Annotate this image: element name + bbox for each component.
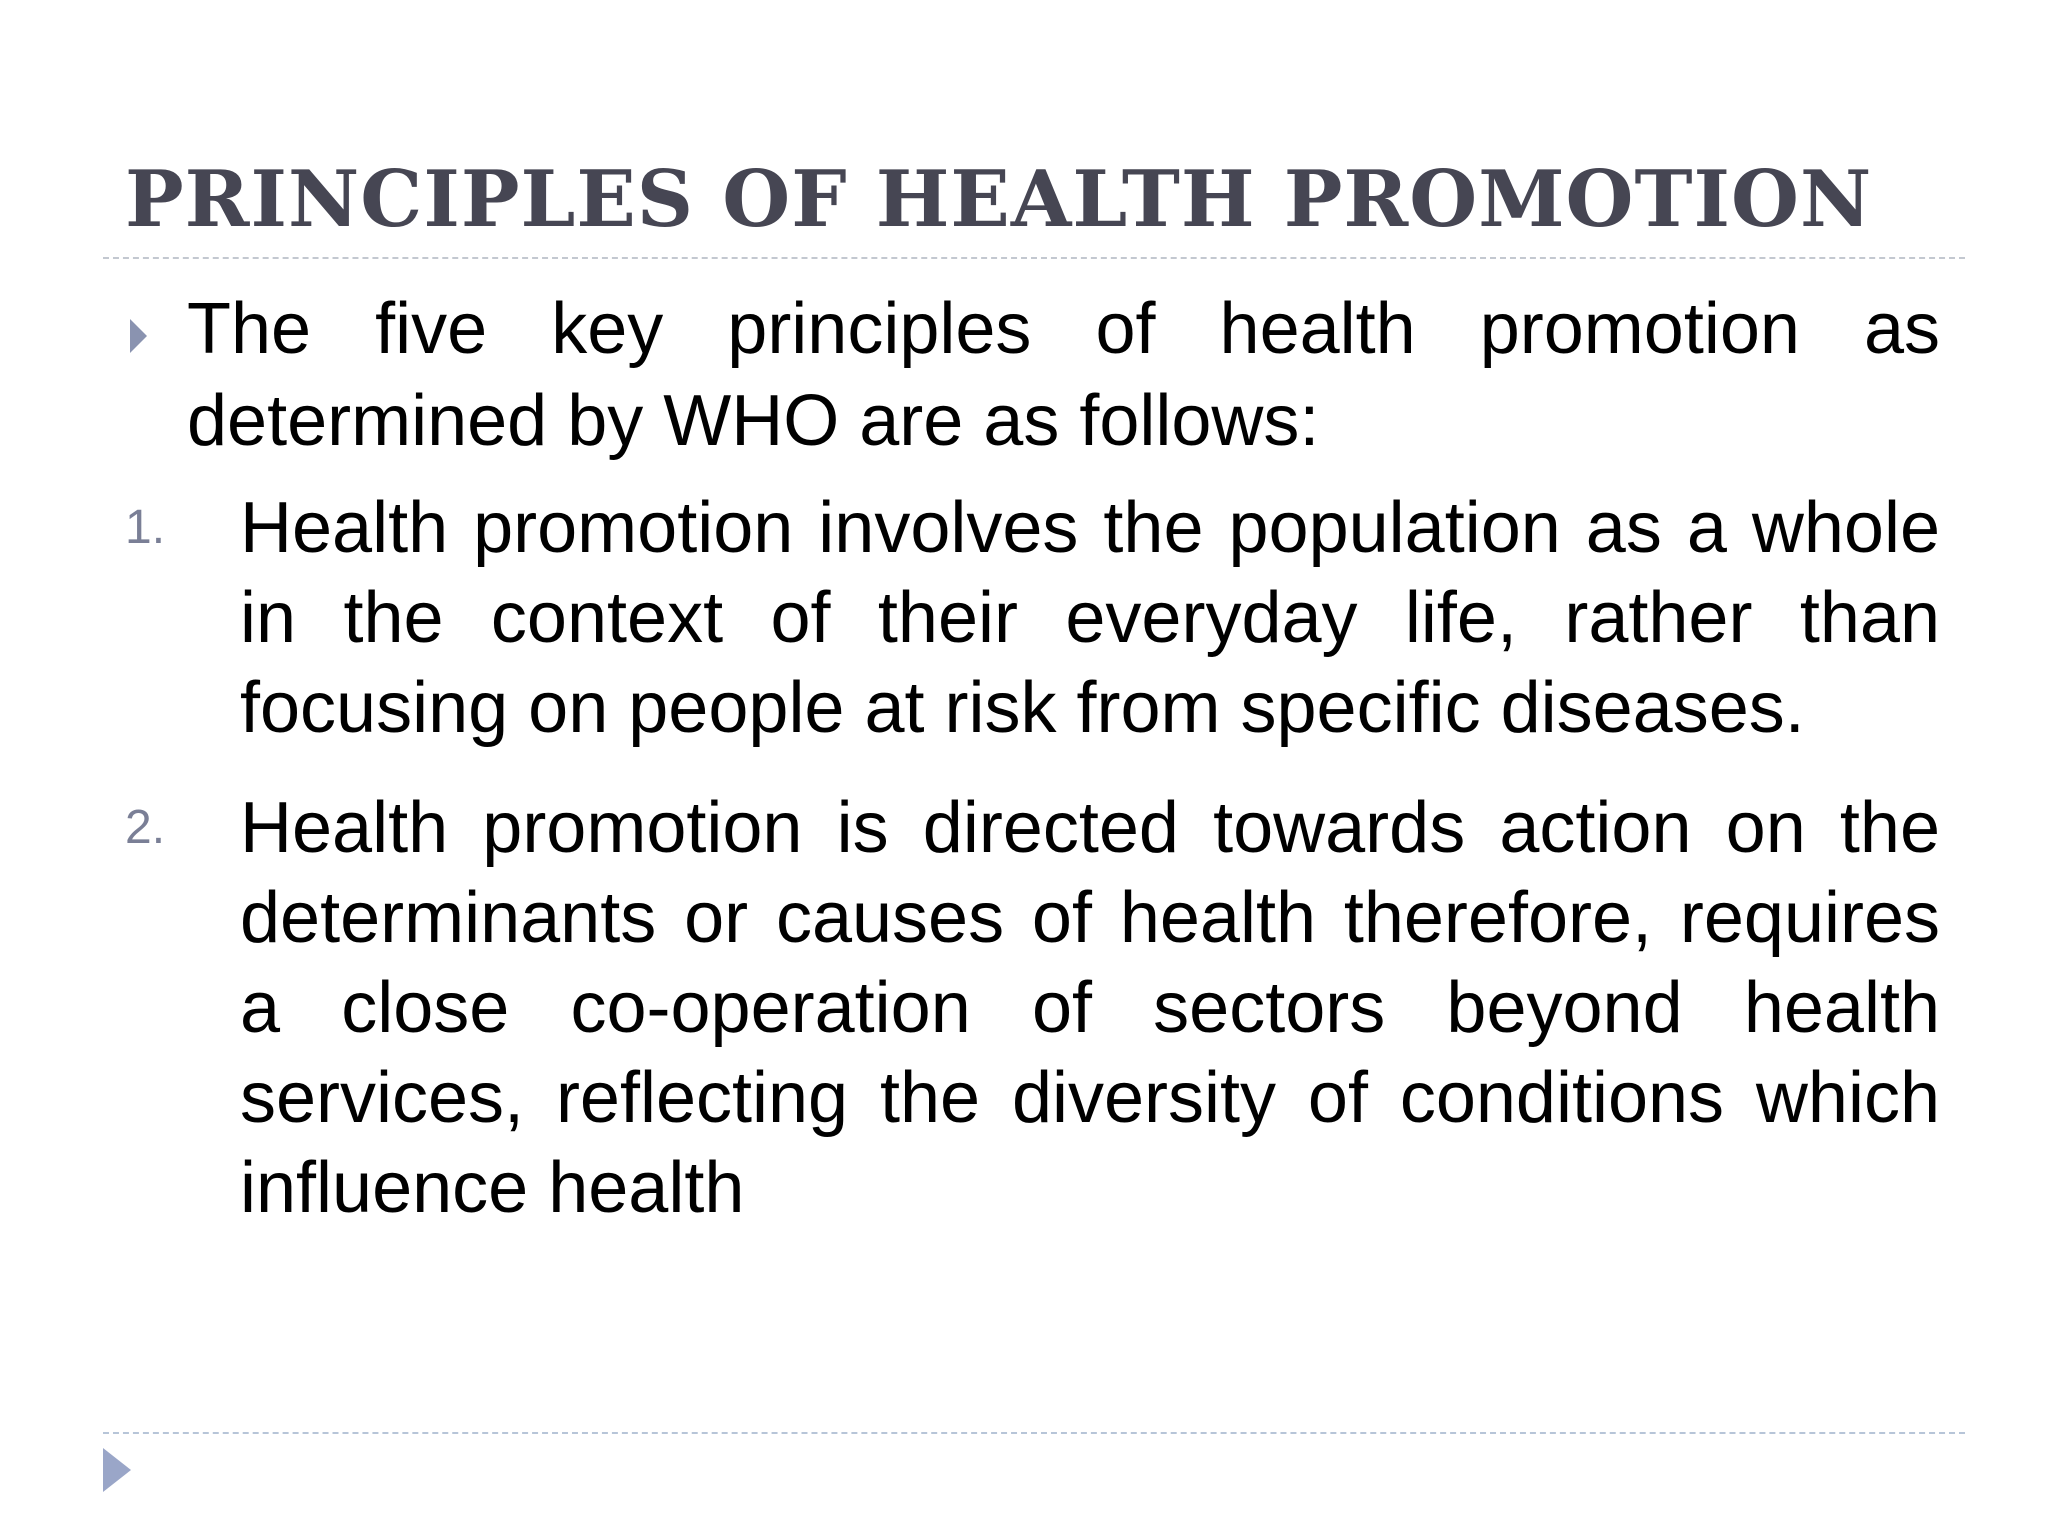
triangle-arrow-icon	[103, 1448, 131, 1492]
list-item-text: Health promotion involves the population as a whole in the context of their everyday life, rather than focusing on people at risk from specific diseases.	[240, 488, 1940, 748]
intro-paragraph	[125, 283, 1940, 467]
title-divider	[103, 257, 1965, 259]
slide-title: PRINCIPLES OF HEALTH PROMOTION	[125, 154, 1873, 245]
list-item-text: Health promotion is directed towards action on the determinants or causes of health therefore, requires a close co-operation of sectors beyond health services, reflecting the diversity of conditions which influence health	[240, 788, 1940, 1228]
list-item-number: 2.	[125, 801, 166, 854]
list-item-number: 1.	[125, 501, 166, 554]
intro-text: The five key principles of health promotion as determined by WHO are as follows:	[187, 289, 1940, 461]
list-item	[125, 783, 1940, 1233]
triangle-bullet-icon	[130, 319, 147, 353]
footer-divider	[103, 1432, 1965, 1434]
list-item	[125, 483, 1940, 753]
slide-content	[125, 283, 1940, 1233]
